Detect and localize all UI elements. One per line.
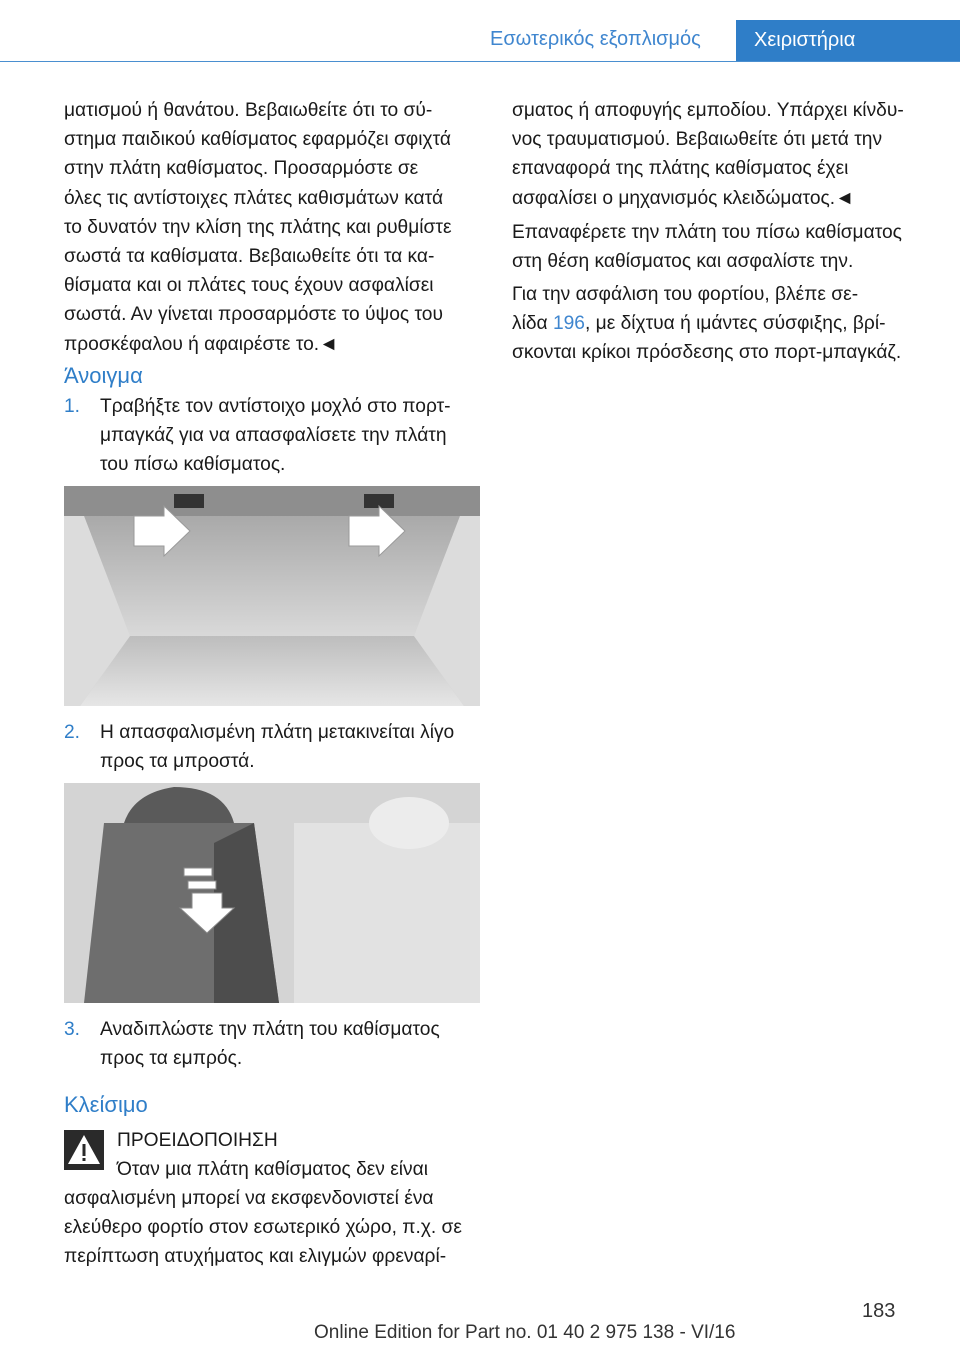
step-2 [64, 718, 494, 778]
cargo-paragraph [512, 280, 942, 368]
intro-paragraph [64, 96, 484, 359]
warning-icon [64, 1130, 104, 1170]
text-line: σωστά. Αν γίνεται προσαρμόστε το ύψος του [64, 304, 443, 326]
text-line: στην πλάτη καθίσματος. Προσαρμόστε σε [64, 158, 419, 180]
text-line: στημα παιδικού καθίσματος εφαρμόζει σφιχτά [64, 129, 451, 151]
text-line: μπαγκάζ για να απασφαλίσετε την πλάτη [100, 425, 447, 447]
text-line: στη θέση καθίσματος και ασφαλίστε την. [512, 251, 854, 273]
footer-edition: Online Edition for Part no. 01 40 2 975 138 - VI/16 [314, 1322, 736, 1343]
step-1 [64, 392, 494, 482]
text-line: προς τα μπροστά. [100, 751, 255, 773]
text-line: Τραβήξτε τον αντίστοιχο μοχλό στο πορτ- [100, 396, 451, 417]
text-line: το δυνατόν την κλίση της πλάτης και ρυθμίστε [64, 216, 452, 238]
text-line: Επαναφέρετε την πλάτη του πίσω καθίσματος [512, 222, 902, 243]
text-line: Αναδιπλώστε την πλάτη του καθίσματος [100, 1019, 440, 1040]
step-number: 3. [64, 1019, 81, 1040]
text-line: σκονται κρίκοι πρόσδεσης στο πορτ-μπαγκάζ. [512, 342, 902, 364]
restore-paragraph [512, 218, 942, 276]
header-chapter-tab [736, 20, 960, 62]
step-number: 2. [64, 722, 81, 743]
seat-backrest-image [64, 783, 480, 1003]
step-number: 1. [64, 396, 81, 417]
warning-header [117, 1126, 487, 1184]
text-line: ματισμού ή θανάτου. Βεβαιωθείτε ότι το σύ- [64, 100, 433, 121]
text-fragment: , με δίχτυα ή ιμάντες σύσφιξης, βρί- [584, 313, 886, 335]
text-line: Η απασφαλισμένη πλάτη μετακινείται λίγο [100, 722, 455, 743]
text-line: σωστά τα καθίσματα. Βεβαιωθείτε ότι τα κα- [64, 246, 435, 268]
page-number: 183 [862, 1300, 896, 1322]
text-line [512, 309, 942, 338]
text-line: ασφαλίσει ο μηχανισμός κλειδώματος.◄ [512, 187, 855, 209]
closing-heading: Κλείσιμο [64, 1092, 148, 1117]
text-line: σματος ή αποφυγής εμποδίου. Υπάρχει κίνδυ- [512, 100, 904, 121]
text-line: του πίσω καθίσματος. [100, 454, 286, 476]
opening-heading: Άνοιγμα [64, 363, 143, 388]
text-line: περίπτωση ατυχήματος και ελιγμών φρεναρί- [64, 1246, 447, 1268]
text-fragment: λίδα [512, 313, 553, 335]
warning-body [64, 1184, 489, 1272]
text-line: επαναφορά της πλάτης καθίσματος έχει [512, 158, 849, 180]
text-line: όλες τις αντίστοιχες πλάτες καθισμάτων κατά [64, 187, 444, 209]
text-line: θίσματα και οι πλάτες τους έχουν ασφαλίσει [64, 275, 434, 297]
header-section-title: Εσωτερικός εξοπλισμός [490, 28, 701, 50]
text-line: προσκέφαλου ή αφαιρέστε το.◄ [64, 333, 339, 355]
warning-title: ΠΡΟΕΙΔΟΠΟΙΗΣΗ [117, 1130, 278, 1151]
text-line: Όταν μια πλάτη καθίσματος δεν είναι [117, 1159, 428, 1181]
trunk-image [64, 486, 480, 706]
header-rule [0, 61, 960, 62]
header-chapter-label: Χειριστήρια [754, 29, 856, 51]
text-line: Για την ασφάλιση του φορτίου, βλέπε σε- [512, 284, 859, 305]
step-3 [64, 1015, 494, 1075]
text-line: ελεύθερο φορτίο στον εσωτερικό χώρο, π.χ. σε [64, 1217, 462, 1239]
text-line: προς τα εμπρός. [100, 1048, 243, 1070]
page-link-196[interactable]: 196 [552, 313, 585, 335]
text-line: νος τραυματισμού. Βεβαιωθείτε ότι μετά την [512, 129, 883, 151]
text-line: ασφαλισμένη μπορεί να εκσφενδονιστεί ένα [64, 1188, 434, 1209]
warning-continuation [512, 96, 932, 213]
